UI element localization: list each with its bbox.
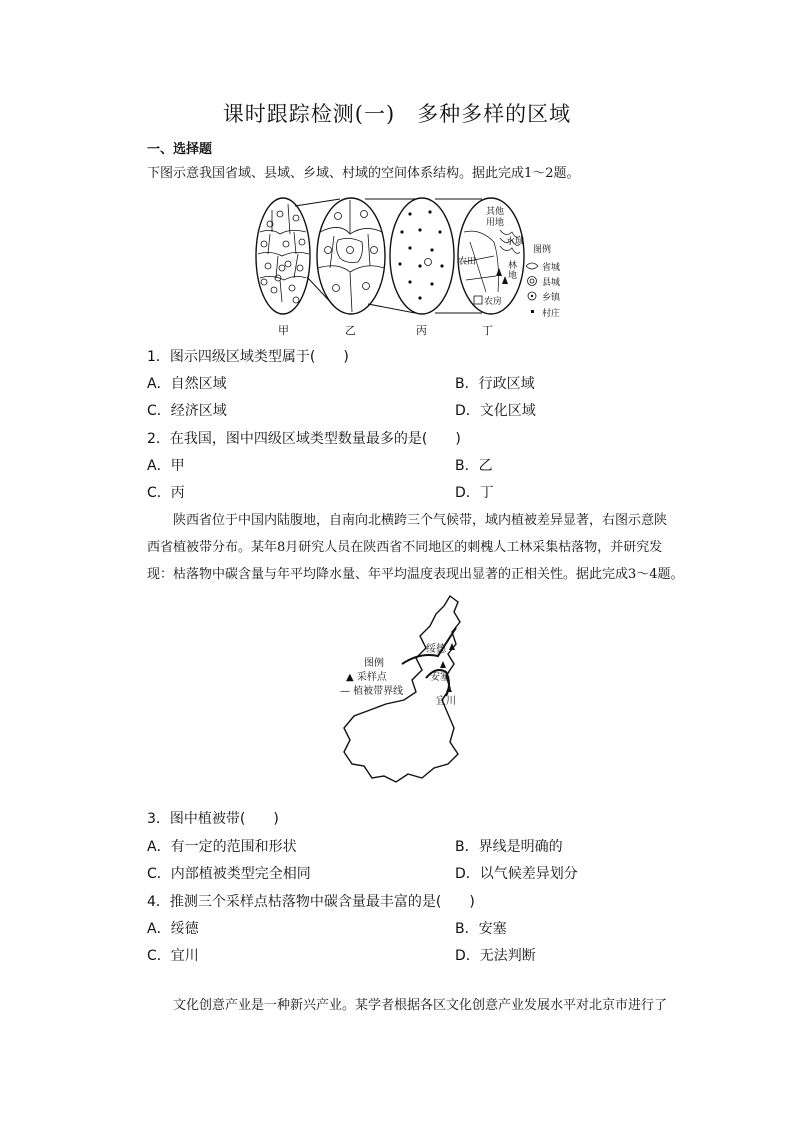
sample-point-ansai bbox=[440, 661, 446, 668]
label-water: 水域 bbox=[506, 237, 525, 247]
map-legend-title: 图例 bbox=[364, 658, 384, 669]
q1-option-c[interactable]: C．经济区域 bbox=[147, 403, 227, 419]
q3-stem: 3．图中植被带( ) bbox=[147, 811, 279, 827]
site-suide: 绥德 bbox=[426, 644, 446, 655]
site-ansai: 安塞 bbox=[430, 672, 450, 683]
section-heading: 一、选择题 bbox=[147, 142, 213, 157]
label-other2: 用地 bbox=[486, 218, 505, 228]
site-yichuan: 宜川 bbox=[436, 696, 456, 707]
q2-option-a[interactable]: A．甲 bbox=[147, 458, 185, 474]
q1-stem: 1．图示四级区域类型属于( ) bbox=[147, 349, 349, 365]
q4-option-b[interactable]: B．安塞 bbox=[455, 921, 507, 937]
q2-option-c[interactable]: C．丙 bbox=[147, 485, 185, 501]
q3-option-b[interactable]: B．界线是明确的 bbox=[455, 839, 563, 855]
page-title: 课时跟踪检测(一) 多种多样的区域 bbox=[222, 102, 572, 126]
q1-option-a[interactable]: A．自然区域 bbox=[147, 376, 227, 392]
label-other: 其他 bbox=[486, 207, 505, 217]
q3-option-d[interactable]: D．以气候差异划分 bbox=[455, 866, 578, 882]
label-house: 农房 bbox=[484, 297, 503, 307]
legend-county-icon bbox=[528, 277, 537, 286]
sample-point-yichuan bbox=[446, 685, 452, 692]
q4-option-c[interactable]: C．宜川 bbox=[147, 948, 199, 964]
legend-village: 村庄 bbox=[542, 309, 561, 319]
q2-option-d[interactable]: D．丁 bbox=[455, 485, 494, 501]
label-forest: 林 bbox=[508, 261, 518, 271]
label-jia: 甲 bbox=[278, 324, 289, 337]
figure-region-hierarchy bbox=[250, 192, 570, 340]
map-legend-point: ▲ 采样点 bbox=[346, 672, 387, 683]
q4-option-d[interactable]: D．无法判断 bbox=[455, 948, 536, 964]
q3-option-a[interactable]: A．有一定的范围和形状 bbox=[147, 839, 297, 855]
label-yi: 乙 bbox=[345, 324, 356, 337]
q1-option-b[interactable]: B．行政区域 bbox=[455, 376, 535, 392]
label-forest2: 地 bbox=[508, 271, 518, 281]
q1-option-d[interactable]: D．文化区域 bbox=[455, 403, 536, 419]
legend-title: 图例 bbox=[533, 245, 552, 255]
figure-shaanxi-map bbox=[330, 592, 490, 792]
q4-stem: 4．推测三个采样点枯落物中碳含量最丰富的是( ) bbox=[147, 894, 475, 910]
label-farm: 农田 bbox=[458, 257, 477, 267]
q3-option-c[interactable]: C．内部植被类型完全相同 bbox=[147, 866, 311, 882]
intro-q3-4-line3: 现：枯落物中碳含量与年平均降水量、年平均温度表现出显著的正相关性。据此完成3～4题。 bbox=[147, 567, 684, 582]
intro-q3-4-line1: 陕西省位于中国内陆腹地，自南向北横跨三个气候带，域内植被差异显著，右图示意陕 bbox=[147, 513, 668, 528]
intro-q1-2: 下图示意我国省域、县域、乡域、村域的空间体系结构。据此完成1～2题。 bbox=[147, 166, 580, 181]
q2-option-b[interactable]: B．乙 bbox=[455, 458, 493, 474]
legend-county: 县城 bbox=[542, 278, 561, 288]
map-legend-line: — 植被带界线 bbox=[340, 686, 404, 697]
ellipse-bing bbox=[390, 198, 454, 314]
intro-next-section: 文化创意产业是一种新兴产业。某学者根据各区文化创意产业发展水平对北京市进行了 bbox=[147, 998, 668, 1013]
label-bing: 丙 bbox=[416, 324, 427, 337]
intro-q3-4-line2: 西省植被带分布。某年8月研究人员在陕西省不同地区的刺槐人工林采集枯落物，并研究发 bbox=[147, 540, 663, 555]
legend-town: 乡镇 bbox=[542, 293, 561, 303]
q4-option-a[interactable]: A．绥德 bbox=[147, 921, 199, 937]
legend-province-icon bbox=[526, 263, 538, 269]
q2-stem: 2．在我国，图中四级区域类型数量最多的是( ) bbox=[147, 431, 461, 447]
label-ding: 丁 bbox=[482, 324, 493, 337]
legend-province: 省城 bbox=[542, 263, 561, 273]
legend-village-icon bbox=[531, 310, 534, 313]
